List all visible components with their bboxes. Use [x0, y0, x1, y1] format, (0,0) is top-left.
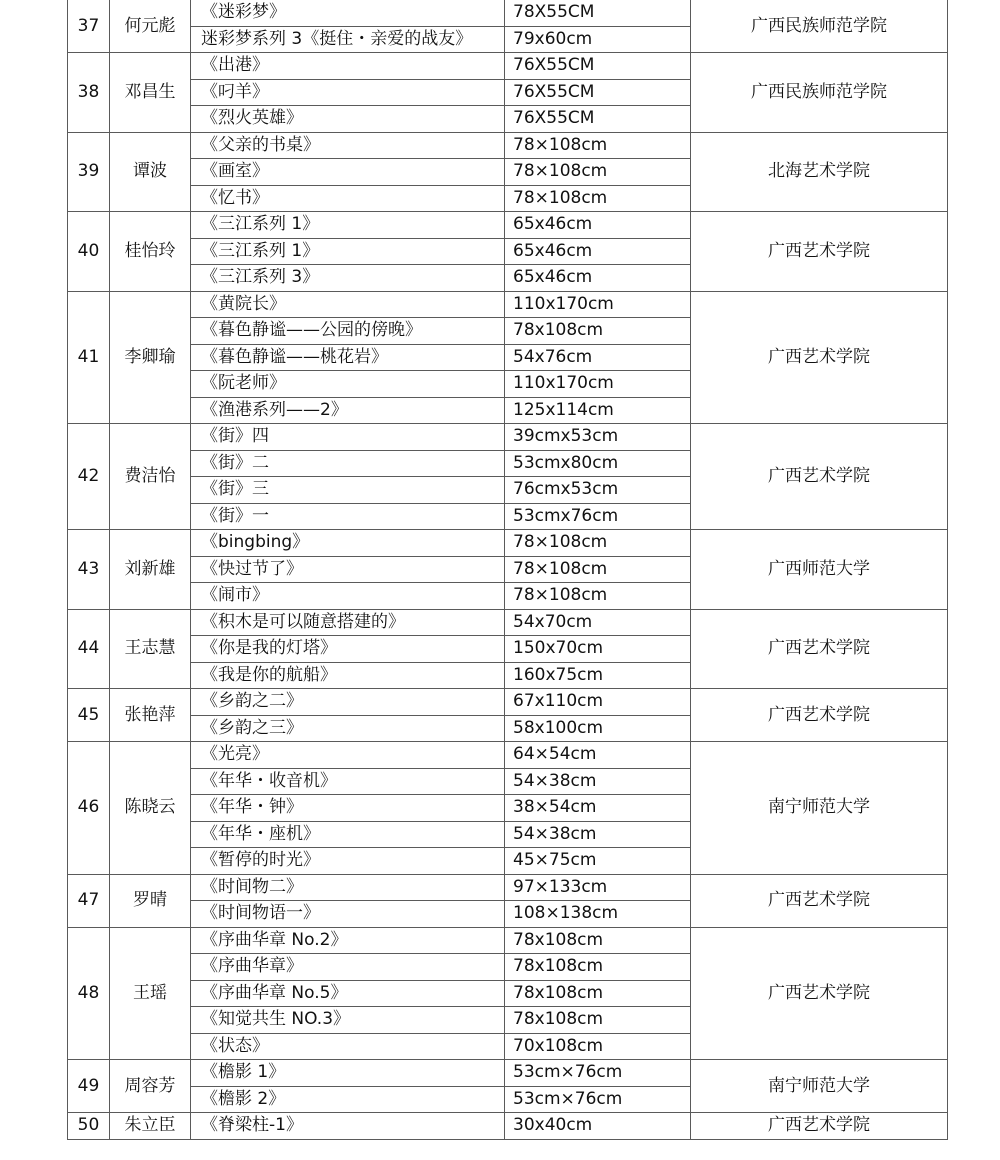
- artwork-size: 65x46cm: [505, 212, 691, 239]
- entry-number: 49: [68, 1060, 110, 1113]
- institution: 南宁师范大学: [691, 1060, 948, 1113]
- artwork-size: 65x46cm: [505, 238, 691, 265]
- entry-number: 41: [68, 291, 110, 424]
- institution: 广西师范大学: [691, 530, 948, 610]
- artwork-title: 《时间物二》: [191, 874, 505, 901]
- table-row: [68, 874, 948, 901]
- table-row: [68, 424, 948, 451]
- artwork-title: 《年华・座机》: [191, 821, 505, 848]
- artist-name: 张艳萍: [110, 689, 191, 742]
- artist-name: 费洁怡: [110, 424, 191, 530]
- artwork-title: 《bingbing》: [191, 530, 505, 557]
- artwork-size: 78x108cm: [505, 980, 691, 1007]
- artwork-size: 45×75cm: [505, 848, 691, 875]
- artwork-title: 《三江系列 1》: [191, 212, 505, 239]
- artwork-size: 76cmx53cm: [505, 477, 691, 504]
- artwork-title: 《年华・收音机》: [191, 768, 505, 795]
- artwork-size: 39cmx53cm: [505, 424, 691, 451]
- table-row: [68, 927, 948, 954]
- artist-name: 罗晴: [110, 874, 191, 927]
- entry-number: 38: [68, 53, 110, 133]
- artwork-size: 70x108cm: [505, 1033, 691, 1060]
- institution: 北海艺术学院: [691, 132, 948, 212]
- artwork-title: 《乡韵之三》: [191, 715, 505, 742]
- artist-name: 谭波: [110, 132, 191, 212]
- artist-name: 刘新雄: [110, 530, 191, 610]
- artwork-size: 76X55CM: [505, 53, 691, 80]
- entry-number: 37: [68, 0, 110, 53]
- artwork-size: 110x170cm: [505, 291, 691, 318]
- artwork-size: 30x40cm: [505, 1113, 691, 1140]
- table-row: [68, 291, 948, 318]
- institution: 广西艺术学院: [691, 927, 948, 1060]
- artwork-title: 《街》四: [191, 424, 505, 451]
- artist-name: 邓昌生: [110, 53, 191, 133]
- artwork-size: 58x100cm: [505, 715, 691, 742]
- artwork-title: 《序曲华章》: [191, 954, 505, 981]
- artwork-title: 《街》三: [191, 477, 505, 504]
- institution: 广西艺术学院: [691, 212, 948, 292]
- artwork-size: 78×108cm: [505, 530, 691, 557]
- artwork-title: 《烈火英雄》: [191, 106, 505, 133]
- institution: 广西艺术学院: [691, 424, 948, 530]
- artwork-title: 《忆书》: [191, 185, 505, 212]
- artwork-title: 《黄院长》: [191, 291, 505, 318]
- table-row: [68, 1060, 948, 1087]
- entry-number: 50: [68, 1113, 110, 1140]
- artwork-size: 54×38cm: [505, 821, 691, 848]
- artwork-size: 54x76cm: [505, 344, 691, 371]
- artwork-size: 78x108cm: [505, 954, 691, 981]
- artwork-size: 78×108cm: [505, 583, 691, 610]
- artwork-title: 《脊梁柱-1》: [191, 1113, 505, 1140]
- artist-name: 王瑶: [110, 927, 191, 1060]
- artwork-size: 160x75cm: [505, 662, 691, 689]
- artwork-title: 《光亮》: [191, 742, 505, 769]
- artwork-title: 《暮色静谧——公园的傍晚》: [191, 318, 505, 345]
- artwork-title: 《年华・钟》: [191, 795, 505, 822]
- artwork-title: 《闹市》: [191, 583, 505, 610]
- table-row: [68, 530, 948, 557]
- artwork-title: 《序曲华章 No.5》: [191, 980, 505, 1007]
- institution: 南宁师范大学: [691, 742, 948, 875]
- table-row: [68, 212, 948, 239]
- artwork-size: 76X55CM: [505, 106, 691, 133]
- table-row: [68, 609, 948, 636]
- table-row: [68, 742, 948, 769]
- artwork-title: 《乡韵之二》: [191, 689, 505, 716]
- artwork-title: 《快过节了》: [191, 556, 505, 583]
- artwork-title: 《街》一: [191, 503, 505, 530]
- artwork-title: 《状态》: [191, 1033, 505, 1060]
- table-row: [68, 0, 948, 26]
- entry-number: 40: [68, 212, 110, 292]
- artist-name: 陈晓云: [110, 742, 191, 875]
- artwork-size: 78×108cm: [505, 132, 691, 159]
- artwork-size: 38×54cm: [505, 795, 691, 822]
- entry-number: 45: [68, 689, 110, 742]
- artwork-size: 78x108cm: [505, 927, 691, 954]
- table-row: [68, 53, 948, 80]
- table-row: [68, 689, 948, 716]
- artwork-title: 《街》二: [191, 450, 505, 477]
- institution: 广西艺术学院: [691, 689, 948, 742]
- institution: 广西艺术学院: [691, 874, 948, 927]
- institution: 广西民族师范学院: [691, 53, 948, 133]
- artwork-title: 《积木是可以随意搭建的》: [191, 609, 505, 636]
- institution: 广西艺术学院: [691, 609, 948, 689]
- entry-number: 47: [68, 874, 110, 927]
- artwork-title: 《三江系列 1》: [191, 238, 505, 265]
- entry-number: 42: [68, 424, 110, 530]
- artwork-size: 65x46cm: [505, 265, 691, 292]
- entry-number: 44: [68, 609, 110, 689]
- artwork-table: [67, 0, 948, 1140]
- artwork-size: 150x70cm: [505, 636, 691, 663]
- artwork-size: 78x108cm: [505, 318, 691, 345]
- artwork-size: 78×108cm: [505, 185, 691, 212]
- artwork-size: 64×54cm: [505, 742, 691, 769]
- artwork-table-body: [68, 0, 948, 1139]
- table-row: [68, 132, 948, 159]
- artwork-title: 迷彩梦系列 3《挺住・亲爱的战友》: [191, 26, 505, 53]
- artwork-size: 79x60cm: [505, 26, 691, 53]
- artwork-size: 53cm×76cm: [505, 1086, 691, 1113]
- artwork-size: 108×138cm: [505, 901, 691, 928]
- artwork-size: 53cmx80cm: [505, 450, 691, 477]
- artist-name: 朱立臣: [110, 1113, 191, 1140]
- entry-number: 39: [68, 132, 110, 212]
- artwork-title: 《时间物语一》: [191, 901, 505, 928]
- artwork-title: 《迷彩梦》: [191, 0, 505, 26]
- artist-name: 桂怡玲: [110, 212, 191, 292]
- artwork-size: 53cmx76cm: [505, 503, 691, 530]
- entry-number: 48: [68, 927, 110, 1060]
- artist-name: 李卿瑜: [110, 291, 191, 424]
- artwork-title: 《画室》: [191, 159, 505, 186]
- artwork-title: 《暮色静谧——桃花岩》: [191, 344, 505, 371]
- artwork-size: 78×108cm: [505, 159, 691, 186]
- artwork-title: 《父亲的书桌》: [191, 132, 505, 159]
- artwork-size: 125x114cm: [505, 397, 691, 424]
- artist-name: 周容芳: [110, 1060, 191, 1113]
- artwork-title: 《出港》: [191, 53, 505, 80]
- entry-number: 43: [68, 530, 110, 610]
- artwork-size: 53cm×76cm: [505, 1060, 691, 1087]
- artwork-size: 76X55CM: [505, 79, 691, 106]
- institution: 广西艺术学院: [691, 1113, 948, 1140]
- artwork-title: 《渔港系列——2》: [191, 397, 505, 424]
- artwork-size: 54×38cm: [505, 768, 691, 795]
- entry-number: 46: [68, 742, 110, 875]
- artwork-title: 《阮老师》: [191, 371, 505, 398]
- artist-name: 何元彪: [110, 0, 191, 53]
- artwork-title: 《叼羊》: [191, 79, 505, 106]
- table-row: [68, 1113, 948, 1140]
- artwork-title: 《暂停的时光》: [191, 848, 505, 875]
- artwork-title: 《你是我的灯塔》: [191, 636, 505, 663]
- institution: 广西艺术学院: [691, 291, 948, 424]
- artwork-title: 《知觉共生 NO.3》: [191, 1007, 505, 1034]
- artwork-title: 《三江系列 3》: [191, 265, 505, 292]
- institution: 广西民族师范学院: [691, 0, 948, 53]
- artwork-list-sheet: [67, 0, 947, 1140]
- artwork-title: 《檐影 2》: [191, 1086, 505, 1113]
- artwork-size: 67x110cm: [505, 689, 691, 716]
- artwork-size: 78x108cm: [505, 1007, 691, 1034]
- artist-name: 王志慧: [110, 609, 191, 689]
- artwork-title: 《檐影 1》: [191, 1060, 505, 1087]
- artwork-size: 54x70cm: [505, 609, 691, 636]
- artwork-size: 110x170cm: [505, 371, 691, 398]
- artwork-size: 78×108cm: [505, 556, 691, 583]
- artwork-title: 《我是你的航船》: [191, 662, 505, 689]
- artwork-size: 78X55CM: [505, 0, 691, 26]
- artwork-title: 《序曲华章 No.2》: [191, 927, 505, 954]
- artwork-size: 97×133cm: [505, 874, 691, 901]
